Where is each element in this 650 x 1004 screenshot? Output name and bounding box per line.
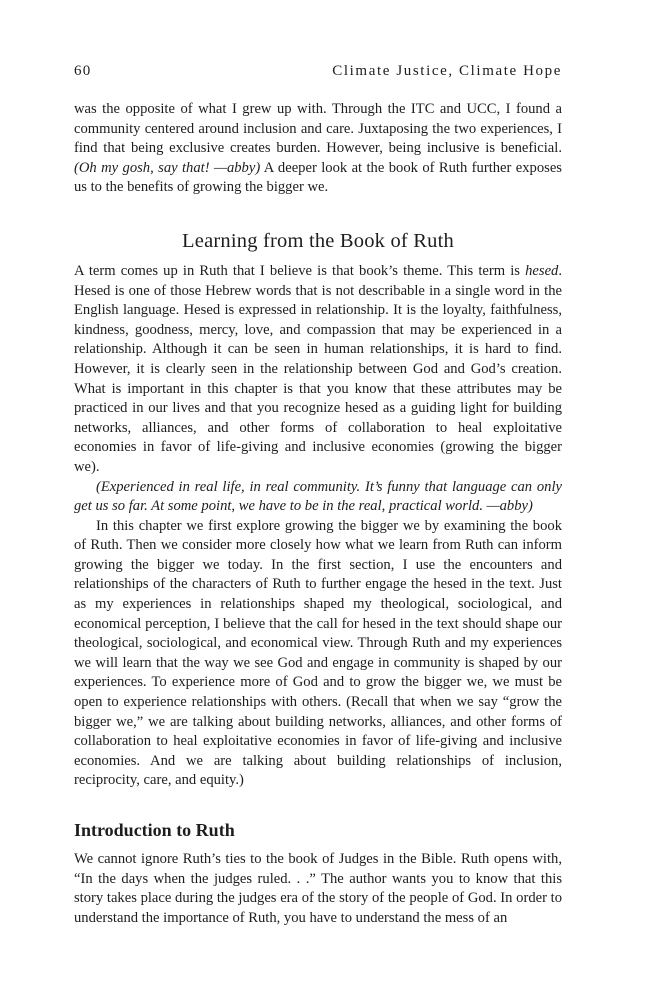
running-title: Climate Justice, Climate Hope (332, 63, 562, 79)
margin-comment: (Oh my gosh, say that! —abby) (74, 159, 261, 176)
paragraph-hesed: A term comes up in Ruth that I believe is that book’s theme. This term is hesed. Hesed is one of those Hebrew words that is not describable in a single word in the English language. Hesed is expressed in relationship. It is the loyalty, faithfulness, kindness, goodness, mercy, love, and compassion that may be experienced in a relationship. Although it can be seen in human relationships, it is hard to find. However, it is clearly seen in the relationship between God and God’s creation. What is important in this chapter is that you know that these attributes may be practiced in our lives and that you recognize hesed as a guiding light for building networks, alliances, and other forms of collaboration to heal exploitative economies in favor of life-giving and inclusive economies (growing the bigger we). (74, 262, 562, 475)
running-header (74, 62, 562, 86)
page-number: 60 (74, 63, 92, 79)
paragraph-comment (74, 478, 562, 517)
paragraph-chapter-overview: In this chapter we first explore growing the bigger we by examining the book of Ruth. Then we consider more closely how what we learn from Ruth can inform growing the bigger we today. In the first section, I use the encounters and relationships of the characters of Ruth to further engage the hesed in the text. Just as my experiences in relationships shaped my theological, sociological, and economical perception, I believe that the call for hesed in the text should shape our theological, sociological, and economical view. Through Ruth and my experiences we will learn that the way we see God and engage in community is shaped by our experiences. To experience more of God and to grow the bigger we, we must be open to experience relationships with others. (Recall that when we say “grow the bigger we,” we are talking about building networks, alliances, and other forms of collaboration to heal exploitative economies in favor of life-giving and inclusive economies. And we are talking about building relationships of inclusion, reciprocity, care, and equity.) (74, 517, 562, 789)
paragraph-continuation: was the opposite of what I grew up with. Through the ITC and UCC, I found a community centered around inclusion and care. Juxtaposing the two experiences, I find that being exclusive creates burden. However, being inclusive is beneficial. (Oh my gosh, say that! —abby) A deeper look at the book of Ruth further exposes us to the benefits of growing the bigger we. (74, 101, 562, 196)
margin-comment: (Experienced in real life, in real community. It’s funny that language can only get us so far. At some point, we have to be in the real, practical world. —abby) (74, 478, 562, 515)
book-page (74, 62, 562, 928)
paragraph-introduction: We cannot ignore Ruth’s ties to the book of Judges in the Bible. Ruth opens with, “In the days when the judges ruled. . .” The author wants you to know that this story takes place during the judges era of the story of the people of God. In order to understand the importance of Ruth, you have to understand the mess of an (74, 851, 562, 926)
term-hesed: hesed (525, 262, 559, 279)
section-heading-learning-from-ruth: Learning from the Book of Ruth (182, 229, 454, 252)
section-heading-introduction-to-ruth: Introduction to Ruth (74, 820, 235, 840)
